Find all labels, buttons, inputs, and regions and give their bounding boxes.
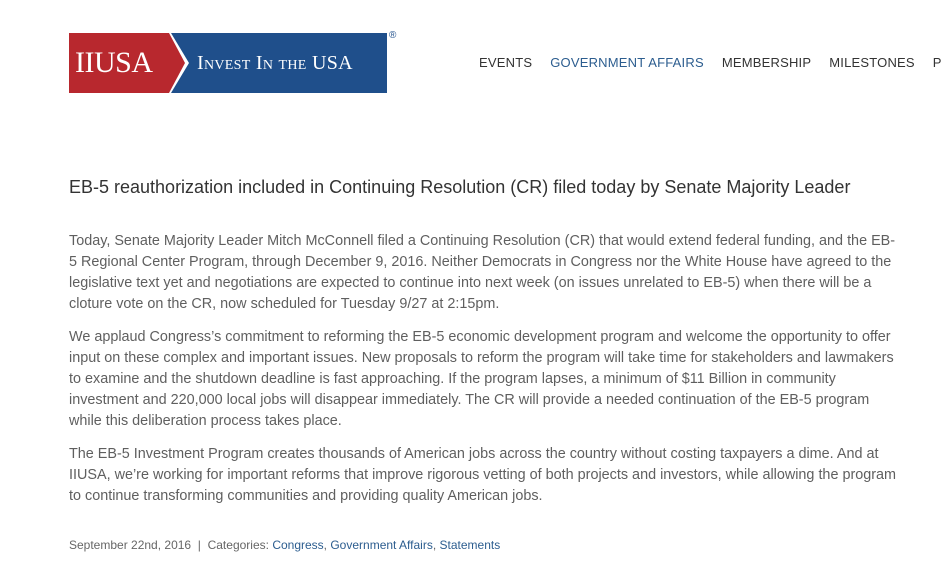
nav-item-membership[interactable]: MEMBERSHIP [721, 55, 812, 70]
category-link-congress[interactable]: Congress [272, 538, 324, 552]
category-link-statements[interactable]: Statements [439, 538, 501, 552]
logo-chevron-icon [163, 33, 191, 93]
nav-item-government-affairs[interactable]: GOVERNMENT AFFAIRS [550, 55, 704, 70]
nav-item-milestones[interactable]: MILESTONES [829, 55, 915, 70]
article-meta: September 22nd, 2016 | Categories: Congress, Government Affairs, Statements [69, 538, 501, 552]
logo-left-text: IIUSA [75, 46, 153, 79]
article-paragraph: Today, Senate Majority Leader Mitch McConnell filed a Continuing Resolution (CR) that would extend federal funding, and the EB-5 Regional Center Program, through December 9, 2016. Neither Democrats in Congress nor the White House have agreed to the legislative text yet and negotiations are expected to continue into next week (on issues unrelated to EB-5) when there will be a cloture vote on the CR, now scheduled for Tuesday 9/27 at 2:15pm. [69, 233, 896, 312]
article-title: EB-5 reauthorization included in Continuing Resolution (CR) filed today by Senate Majority Leader [69, 177, 851, 197]
main-nav [479, 55, 942, 70]
post-date: September 22nd, 2016 [69, 538, 192, 552]
logo-right-text: Invest In the USA [197, 51, 353, 74]
nav-item-events[interactable]: EVENTS [479, 55, 533, 70]
logo-blue-block [169, 33, 387, 93]
categories-label: Categories: [207, 538, 269, 552]
article-body [69, 231, 901, 519]
site-logo[interactable] [69, 33, 387, 93]
article-paragraph: The EB-5 Investment Program creates thousands of American jobs across the country without costing taxpayers a dime. And at IIUSA, we’re working for important reforms that improve rigorous vetting of both projects and investors, while allowing the program to continue transforming communities and providing quality American jobs. [69, 446, 897, 504]
nav-item-truncated[interactable]: P [932, 55, 942, 70]
meta-separator: | [197, 538, 201, 552]
article-paragraph: We applaud Congress’s commitment to reforming the EB-5 economic development program and welcome the opportunity to offer input on these complex and important issues. New proposals to reform the program will take time for stakeholders and lawmakers to examine and the shutdown deadline is fast approaching. If the program lapses, a minimum of $11 Billion in community investment and 220,000 local jobs will disappear immediately. The CR will provide a needed continuation of the EB-5 program while this deliberation process takes place. [69, 329, 894, 429]
registered-mark: ® [389, 30, 397, 41]
category-link-government-affairs[interactable]: Government Affairs [330, 538, 433, 552]
logo-red-block [69, 33, 169, 93]
